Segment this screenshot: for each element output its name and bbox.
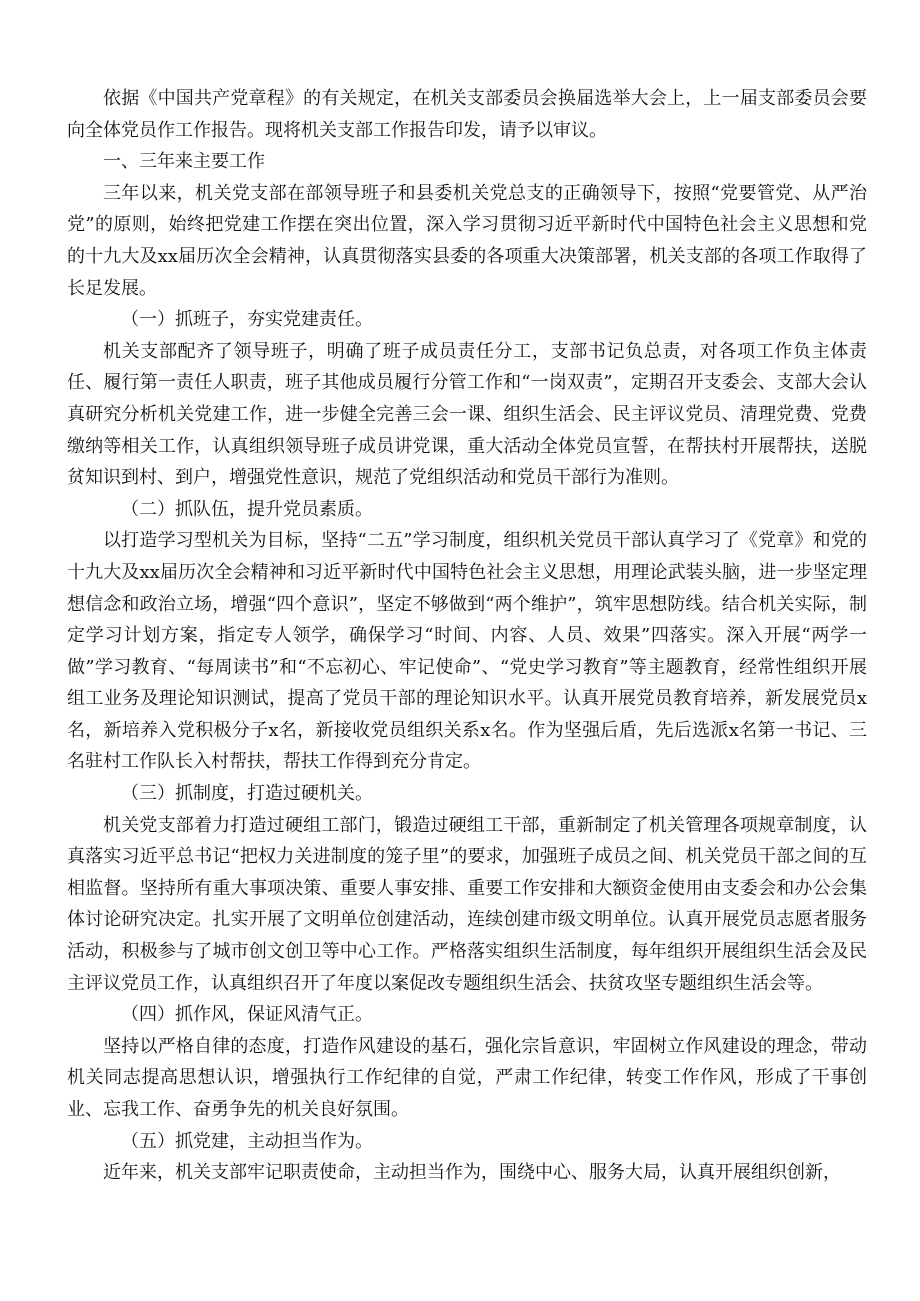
body-paragraph: 依据《中国共产党章程》的有关规定，在机关支部委员会换届选举大会上，上一届支部委员会要向全体党员作工作报告。现将机关支部工作报告印发，请予以审议。: [67, 88, 867, 141]
subsection-heading: （二）抓队伍，提升党员素质。: [121, 498, 373, 520]
body-paragraph: 机关支部配齐了领导班子，明确了班子成员责任分工，支部书记负总责，对各项工作负主体责任、履行第一责任人职责，班子其他成员履行分管工作和“一岗双责”，定期召开支委会、支部大会认真研究分析机关党建工作，进一步健全完善三会一课、组织生活会、民主评议党员、清理党费、党费缴纳等相关工作，认真组织领导班子成员讲党课，重大活动全体党员宣誓，在帮扶村开展帮扶，送脱贫知识到村、到户，增强党性意识，规范了党组织活动和党员干部行为准则。: [67, 340, 867, 489]
subsection-heading: （五）抓党建，主动担当作为。: [121, 1130, 373, 1152]
subsection-heading: （四）抓作风，保证风清气正。: [121, 1004, 373, 1026]
body-paragraph: 机关党支部着力打造过硬组工部门，锻造过硬组工干部，重新制定了机关管理各项规章制度，认真落实习近平总书记“把权力关进制度的笼子里”的要求，加强班子成员之间、机关党员干部之间的互相监督。坚持所有重大事项决策、重要人事安排、重要工作安排和大额资金使用由支委会和办公会集体讨论研究决定。扎实开展了文明单位创建活动，连续创建市级文明单位。认真开展党员志愿者服务活动，积极参与了城市创文创卫等中心工作。严格落实组织生活制度，每年组织开展组织生活会及民主评议党员工作，认真组织召开了年度以案促改专题组织生活会、扶贫攻坚专题组织生活会等。: [67, 814, 867, 994]
body-paragraph: 三年以来，机关党支部在部领导班子和县委机关党总支的正确领导下，按照“党要管党、从严治党”的原则，始终把党建工作摆在突出位置，深入学习贯彻习近平新时代中国特色社会主义思想和党的十九大及xx届历次全会精神，认真贯彻落实县委的各项重大决策部署，机关支部的各项工作取得了长足发展。: [67, 182, 867, 299]
subsection-heading: （三）抓制度，打造过硬机关。: [121, 783, 373, 805]
body-paragraph: 以打造学习型机关为目标，坚持“二五”学习制度，组织机关党员干部认真学习了《党章》和党的十九大及xx届历次全会精神和习近平新时代中国特色社会主义思想，用理论武装头脑，进一步坚定理想信念和政治立场，增强“四个意识”，坚定不够做到“两个维护”，筑牢思想防线。结合机关实际，制定学习计划方案，指定专人领学，确保学习“时间、内容、人员、效果”四落实。深入开展“两学一做”学习教育、“每周读书”和“不忘初心、牢记使命”、“党史学习教育”等主题教育，经常性组织开展组工业务及理论知识测试，提高了党员干部的理论知识水平。认真开展党员教育培养，新发展党员x名，新培养入党积极分子x名，新接收党员组织关系x名。作为坚强后盾，先后选派x名第一书记、三名驻村工作队长入村帮扶，帮扶工作得到充分肯定。: [67, 530, 867, 773]
document-body: [67, 83, 867, 1189]
subsection-heading: （一）抓班子，夯实党建责任。: [121, 309, 373, 331]
section-heading: 一、三年来主要工作: [103, 151, 265, 173]
body-paragraph: 坚持以严格自律的态度，打造作风建设的基石，强化宗旨意识，牢固树立作风建设的理念，带动机关同志提高思想认识，增强执行工作纪律的自觉，严肃工作纪律，转变工作作风，形成了干事创业、忘我工作、奋勇争先的机关良好氛围。: [67, 1035, 867, 1120]
body-paragraph: 近年来，机关支部牢记职责使命，主动担当作为，围绕中心、服务大局，认真开展组织创新，: [103, 1162, 841, 1184]
